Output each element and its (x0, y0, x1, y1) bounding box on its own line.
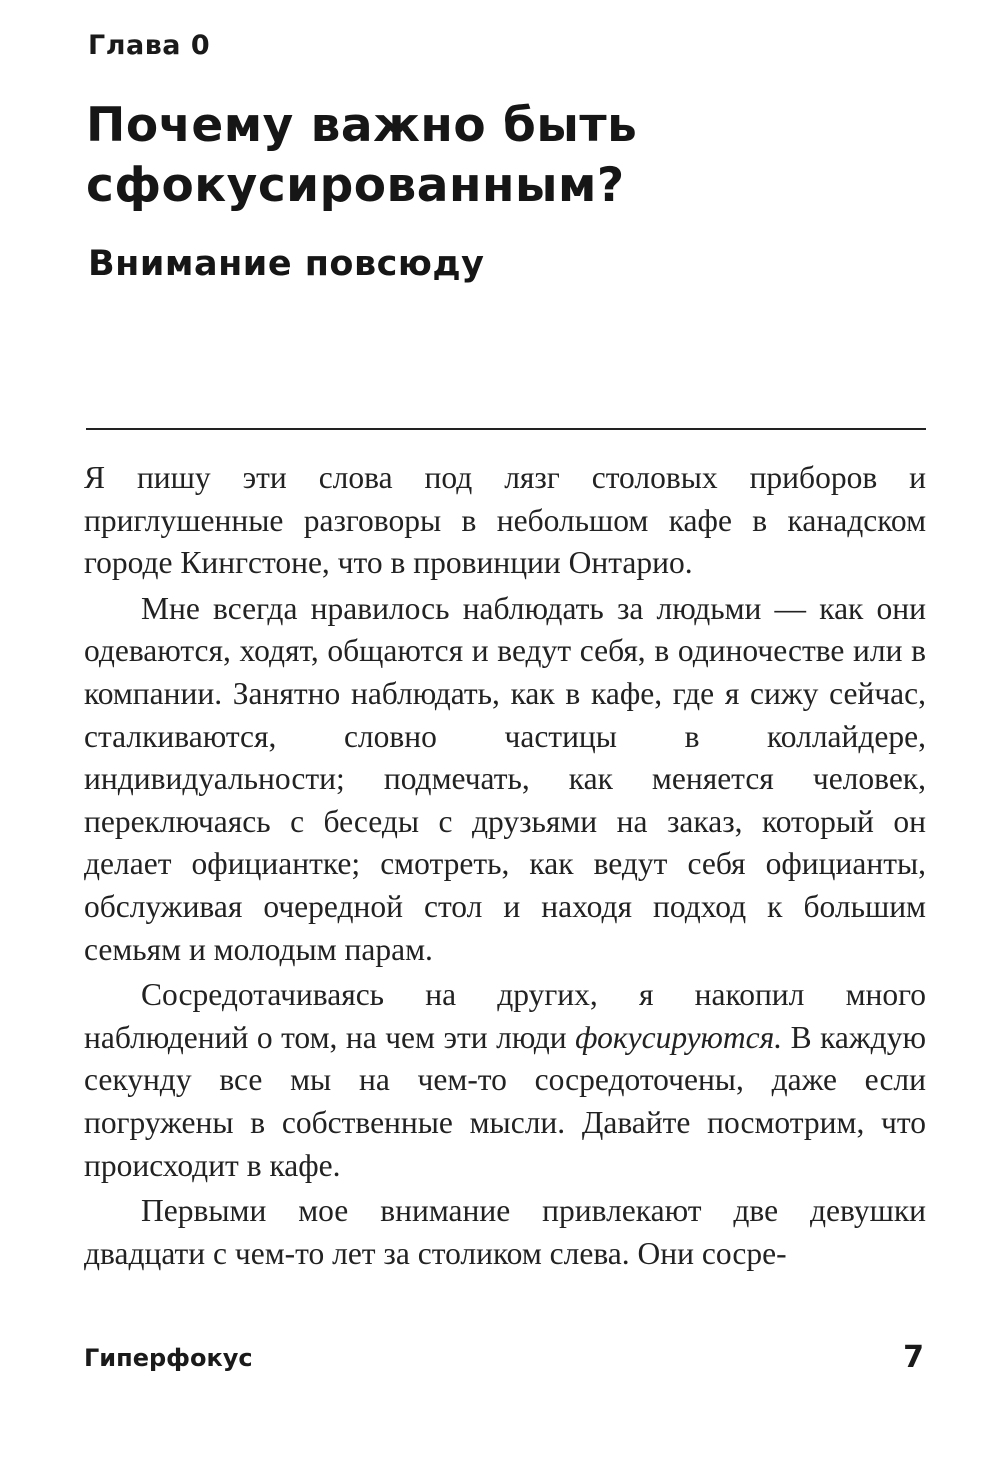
paragraph-3 (84, 974, 926, 1187)
chapter-title: Почему важно быть сфокусированным? (86, 98, 638, 213)
paragraph-2: Мне всегда нравилось наблюдать за людьми — как они одеваются, ходят, общаются и ведут себя, в одиночестве или в компании. Занятно наблюдать, как в кафе, где я сижу сейчас, сталкиваются, словно частицы в коллайдере, индивидуальности; подмечать, как меняется человек, переключаясь с беседы с друзьями на заказ, который он делает официантке; смотреть, как ведут себя официанты, обслуживая очередной стол и находя подход к большим семьям и молодым парам. (84, 590, 926, 967)
paragraph-3-start: Сосредотачиваясь на других, я накопил много наблюдений о том, на чем эти люди (84, 977, 926, 1055)
paragraph-1: Я пишу эти слова под лязг столовых приборов и приглушенные разговоры в небольшом кафе в канадском городе Кингстоне, что в провинции Онтарио. (84, 460, 926, 581)
chapter-label: Глава 0 (88, 30, 211, 61)
section-title: Внимание повсюду (88, 244, 485, 284)
body-text (84, 457, 926, 1278)
horizontal-divider (86, 428, 926, 430)
paragraph-3-emphasis: фокусируются. (575, 1019, 783, 1055)
paragraph-3-end: В каждую секунду все мы на чем-то сосредоточены, даже если погружены в собственные мысли. Давайте посмотрим, что происходит в кафе. (84, 1019, 926, 1183)
running-footer-title: Гиперфокус (84, 1344, 253, 1372)
page-number: 7 (903, 1340, 924, 1375)
paragraph-4: Первыми мое внимание привлекают две девушки двадцати с чем-то лет за столиком слева. Они сосре- (84, 1193, 926, 1271)
